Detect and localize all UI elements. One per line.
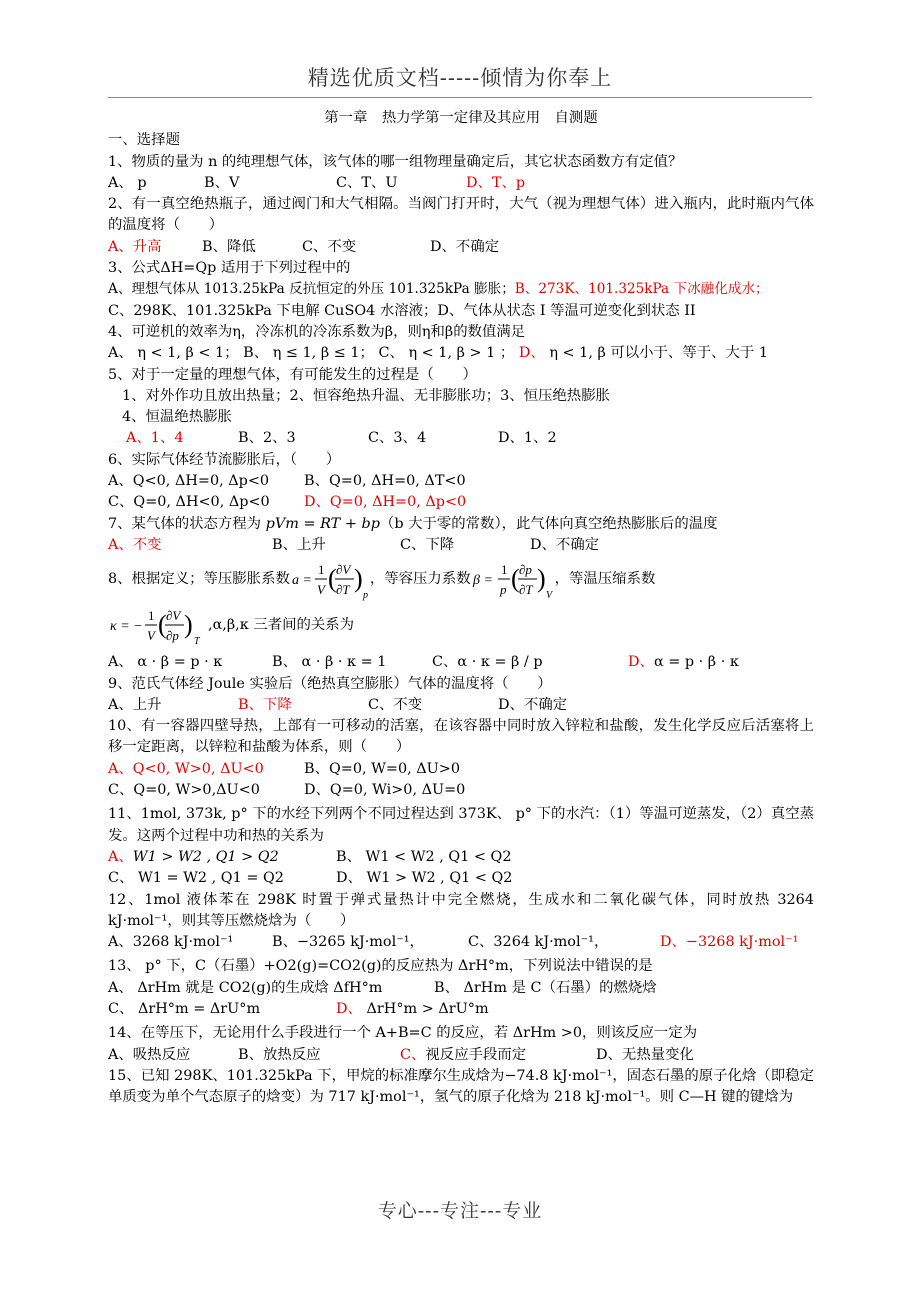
option-c: C、不变 (368, 696, 423, 713)
option-b: B、Q=0, W=0, ΔU>0 (304, 760, 461, 777)
svg-text:V: V (147, 628, 155, 644)
svg-text:∂T: ∂T (335, 582, 350, 598)
option-a: A、升高 (108, 238, 162, 255)
svg-text:∂V: ∂V (335, 562, 351, 578)
option-b: B、 α · β · κ = 1 (272, 654, 387, 671)
svg-text:T: T (194, 636, 200, 648)
option-a-label: A、 (108, 848, 133, 865)
option-b: B、 W1 < W2 , Q1 < Q2 (336, 848, 512, 865)
question-8-text-1: 8、根据定义；等压膨胀系数 (108, 570, 290, 587)
option-c: C、Q=0, ΔH<0, Δp<0 (108, 494, 270, 511)
option-d: ΔrH°m > ΔrU°m (361, 1000, 489, 1017)
question-12-options (108, 932, 814, 953)
question-3-options-row1 (108, 279, 814, 300)
question-10-stem: 10、有一容器四壁导热，上部有一可移动的活塞，在该容器中同时放入锌粒和盐酸，发生化学反应后活塞将上移一定距离，以锌粒和盐酸为体系，则（ ） (108, 718, 814, 756)
option-d: D、T、p (466, 174, 526, 191)
option-b: B、 ΔrHm 是 C（石墨）的燃烧焓 (434, 979, 657, 996)
svg-text:∂p: ∂p (166, 628, 179, 644)
page-header: 精选优质文档-----倾情为你奉上 (307, 66, 613, 90)
document-body (108, 108, 814, 1108)
option-d: D、−3268 kJ·mol⁻¹ (660, 934, 799, 951)
option-c: C、下降 (400, 536, 455, 553)
option-c: C、 W1 = W2 , Q1 = Q2 (108, 870, 284, 887)
svg-text:p: p (499, 582, 507, 598)
question-11-options-row1 (108, 847, 814, 868)
option-b: B、V (204, 174, 240, 191)
option-c: C、298K、101.325kPa 下电解 CuSO4 水溶液； (108, 302, 438, 319)
option-d: η < 1, β 可以小于、等于、大于 1 (544, 345, 769, 362)
question-2-options (108, 237, 814, 258)
option-c: C、3264 kJ·mol⁻¹， (468, 934, 609, 951)
question-10-options-row1 (108, 759, 814, 780)
question-7-options (108, 535, 814, 556)
svg-text:V: V (316, 582, 325, 598)
question-8-stem (108, 556, 814, 602)
option-c: C、T、U (336, 174, 398, 191)
option-c: C、Q=0, W>0,ΔU<0 (108, 782, 260, 799)
svg-text:V: V (545, 590, 552, 602)
question-8-text-3: ，等温压缩系数 (554, 570, 656, 587)
option-a: A、 α · β = p · κ (108, 654, 223, 671)
option-a: A、理想气体从 1013.25kPa 反抗恒定的外压 101.325kPa 膨胀； (108, 281, 515, 298)
question-6-stem: 6、实际气体经节流膨胀后，（ ） (108, 451, 341, 468)
question-1-options (108, 173, 814, 194)
question-10-options-row2 (108, 780, 814, 801)
svg-text:κ = −: κ = − (110, 619, 143, 635)
question-6-options-row2 (108, 492, 814, 513)
option-b: B、 η ≤ 1, β ≤ 1； (243, 345, 374, 362)
option-a: A、不变 (108, 536, 162, 553)
question-5-statement-1: 1、对外作功且放出热量；2、恒容绝热升温、无非膨胀功；3、恒压绝热膨胀 (122, 387, 610, 404)
option-c-label: C、 (400, 1046, 426, 1063)
option-a: W1 > W2 , Q1 > Q2 (132, 848, 279, 865)
option-d: D、气体从状态 I 等温可逆变化到状态 II (437, 302, 696, 319)
svg-text:(: ( (158, 610, 167, 640)
header-divider (108, 97, 812, 98)
alpha-definition-formula (290, 556, 370, 602)
option-a: A、 p (108, 174, 147, 191)
question-5-statement-2: 4、恒温绝热膨胀 (122, 409, 232, 426)
question-13-options-row1 (108, 978, 814, 999)
question-12-stem: 12、1mol 液体苯在 298K 时置于弹式量热计中完全燃烧，生成水和二氧化碳气体，同时放热 3264 kJ·mol⁻¹，则其等压燃烧焓为（ ） (108, 891, 814, 929)
question-8-text-2: ，等容压力系数 (369, 570, 471, 587)
option-d: D、 W1 > W2 , Q1 < Q2 (336, 870, 513, 887)
option-c: C、α · κ = β / p (432, 654, 543, 671)
question-8-options (108, 652, 814, 673)
question-7-stem (108, 514, 814, 535)
option-d: D、不确定 (498, 696, 568, 713)
svg-text:a =: a = (291, 573, 312, 589)
option-a: A、 η < 1, β < 1； (108, 345, 239, 362)
svg-text:∂T: ∂T (518, 582, 533, 598)
option-b: B、上升 (272, 536, 326, 553)
kappa-definition-formula (108, 602, 208, 648)
question-11-options-row2 (108, 868, 814, 889)
question-5-stem: 5、对于一定量的理想气体，有可能发生的过程是（ ） (108, 366, 477, 383)
equation-of-state: pVm = RT + bp (265, 515, 380, 532)
option-b: B、−3265 kJ·mol⁻¹， (272, 934, 424, 951)
option-a: A、 ΔrHm 就是 CO2(g)的生成焓 ΔfH°m (108, 979, 383, 996)
option-a: A、Q<0, W>0, ΔU<0 (108, 760, 264, 777)
option-b: B、降低 (202, 238, 256, 255)
option-b: B、放热反应 (238, 1046, 321, 1063)
option-b: B、Q=0, ΔH=0, ΔT<0 (304, 473, 466, 490)
option-d-label: D、 (336, 1000, 362, 1017)
question-9-stem: 9、范氏气体经 Joule 实验后（绝热真空膨胀）气体的温度将（ ） (108, 675, 552, 692)
question-4-options (108, 343, 814, 364)
svg-text:): ) (353, 564, 363, 594)
question-3-options-row2 (108, 301, 814, 322)
question-2-stem: 2、有一真空绝热瓶子，通过阀门和大气相隔。当阀门打开时，大气（视为理想气体）进入瓶内，此时瓶内气体的温度将（ ） (108, 196, 814, 234)
beta-definition-formula (471, 556, 555, 602)
question-5-options (108, 428, 814, 449)
option-a: A、Q<0, ΔH=0, Δp<0 (108, 473, 270, 490)
option-d: D、Q=0, Wi>0, ΔU=0 (304, 782, 466, 799)
option-b: B、2、3 (238, 430, 296, 447)
question-11-stem: 11、1mol, 373k, p° 下的水经下列两个不同过程达到 373K、 p° 下的水汽：（1）等温可逆蒸发，（2）真空蒸发。这两个过程中功和热的关系为 (108, 806, 814, 844)
option-c: C、不变 (302, 238, 357, 255)
option-d: D、不确定 (530, 536, 600, 553)
page-title: 第一章 热力学第一定律及其应用 自测题 (324, 110, 598, 126)
option-c: C、 ΔrH°m = ΔrU°m (108, 1000, 261, 1017)
question-13-options-row2 (108, 999, 814, 1020)
question-4-stem: 4、可逆机的效率为η，冷冻机的冷冻系数为β，则η和β的数值满足 (108, 323, 526, 340)
svg-text:): ) (536, 564, 546, 594)
option-b: B、273K、101.325kPa 下冰融化成水； (514, 281, 769, 298)
option-d: α = p · β · κ (653, 654, 739, 671)
question-15-stem: 15、已知 298K、101.325kPa 下，甲烷的标准摩尔生成焓为−74.8 kJ·mol⁻¹，固态石墨的原子化焓（即稳定单质变为单个气态原子的焓变）为 717 kJ·mol⁻¹，氢气的原子化焓为 218 kJ·mol⁻¹。则 C—H 键的键焓为 (108, 1067, 814, 1106)
svg-text:1: 1 (148, 608, 155, 624)
question-8-text-4: ,α,β,κ 三者间的关系为 (208, 616, 355, 633)
option-d-label: D、 (628, 654, 654, 671)
question-7-text: 7、某气体的状态方程为 (108, 515, 266, 532)
option-a: A、1、4 (126, 430, 184, 447)
option-c: C、3、4 (368, 430, 427, 447)
question-9-options (108, 695, 814, 716)
svg-text:β =: β = (472, 573, 493, 589)
svg-text:(: ( (327, 564, 337, 594)
option-d-label: D、 (518, 345, 545, 362)
option-b: B、下降 (238, 696, 292, 713)
page-footer: 专心---专注---专业 (377, 1200, 543, 1222)
question-1-stem: 1、物质的量为 n 的纯理想气体，该气体的哪一组物理量确定后，其它状态函数方有定值？ (108, 153, 683, 170)
question-6-options-row1 (108, 471, 814, 492)
question-8-stem-cont (108, 602, 814, 648)
svg-text:p: p (362, 590, 368, 602)
option-d: D、无热量变化 (596, 1046, 694, 1063)
option-c: C、 η < 1, β > 1 ； (378, 345, 515, 362)
question-3-stem: 3、公式ΔH=Qp 适用于下列过程中的 (108, 260, 351, 277)
svg-text:(: ( (510, 564, 520, 594)
question-13-stem: 13、 p° 下，C（石墨）+O2(g)=CO2(g)的反应热为 ΔrH°m，下列说法中错误的是 (108, 958, 653, 975)
option-d: D、不确定 (430, 238, 500, 255)
svg-text:∂p: ∂p (518, 562, 532, 578)
option-a: A、吸热反应 (108, 1046, 191, 1063)
svg-text:1: 1 (500, 562, 508, 578)
svg-text:): ) (184, 610, 193, 640)
question-7-text-tail: （b 大于零的常数），此气体向真空绝热膨胀后的温度 (379, 515, 718, 532)
option-a: A、3268 kJ·mol⁻¹ (108, 934, 234, 951)
question-14-stem: 14、在等压下，无论用什么手段进行一个 A+B=C 的反应，若 ΔrHm >0，则该反应一定为 (108, 1025, 698, 1042)
svg-text:1: 1 (317, 562, 325, 578)
option-d: D、Q=0, ΔH=0, Δp<0 (304, 494, 467, 511)
option-a: A、上升 (108, 696, 162, 713)
option-d: D、1、2 (498, 430, 557, 447)
question-14-options (108, 1045, 814, 1066)
option-c: 视反应手段而定 (425, 1046, 527, 1063)
svg-text:∂V: ∂V (166, 608, 181, 624)
section-heading: 一、选择题 (108, 132, 180, 149)
